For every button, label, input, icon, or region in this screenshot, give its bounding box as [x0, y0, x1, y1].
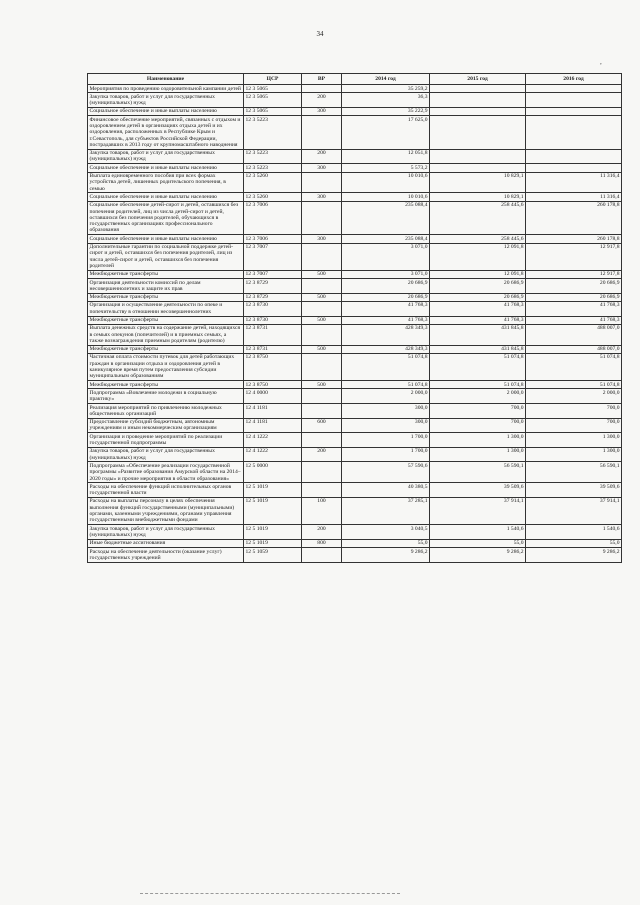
table-row — [88, 447, 622, 462]
cell-name: Закупка товаров, работ и услуг для государственных (муниципальных) нужд — [88, 93, 244, 108]
cell-2016 — [526, 149, 622, 164]
cell-name: Межбюджетные трансферты — [88, 316, 244, 324]
cell-2014: 428 349,3 — [342, 324, 430, 345]
cell-name: Закупка товаров, работ и услуг для государственных (муниципальных) нужд — [88, 149, 244, 164]
cell-2015: 12 091,8 — [430, 270, 526, 278]
cell-2016: 1 540,6 — [526, 525, 622, 540]
table-row — [88, 85, 622, 93]
page-number: 34 — [316, 30, 324, 38]
table-row — [88, 539, 622, 547]
cell-name: Финансовое обеспечение мероприятий, связанных с отдыхом и оздоровлением детей в организациях отдыха детей и их оздоровления, расположенных в Республике Крым и г.Севастополь, для субъектов Российской Федерации, пострадавших в 2013 году от крупномасштабного наводнения — [88, 116, 244, 149]
table-row — [88, 93, 622, 108]
cell-2016: 11 316,4 — [526, 172, 622, 193]
cell-name: Реализация мероприятий по привлечению молодежных общественных организаций — [88, 404, 244, 419]
table-row — [88, 462, 622, 483]
table-row — [88, 279, 622, 294]
cell-2015: 258 445,6 — [430, 201, 526, 234]
cell-csr: 12 3 7007 — [244, 243, 302, 270]
cell-2015: 20 686,9 — [430, 279, 526, 294]
table-row — [88, 235, 622, 243]
cell-2015 — [430, 116, 526, 149]
cell-2015: 258 445,6 — [430, 235, 526, 243]
table-row — [88, 381, 622, 389]
cell-vr: 500 — [302, 270, 342, 278]
cell-name: Социальное обеспечение детей-сирот и детей, оставшихся без попечения родителей, лиц из числа детей-сирот и детей, оставшихся без попечения родителей, обучающихся в государственных организациях профессионального образования — [88, 201, 244, 234]
cell-csr: 12 4 1222 — [244, 433, 302, 448]
cell-name: Расходы на выплаты персоналу в целях обеспечения выполнения функций государственными (муниципальными) органами, казенными учреждениями, органами управления государственными внебюджетными фондами — [88, 497, 244, 524]
table-row — [88, 201, 622, 234]
cell-2015 — [430, 85, 526, 93]
cell-csr: 12 4 1181 — [244, 418, 302, 433]
table-row — [88, 345, 622, 353]
cell-2014: 40 380,5 — [342, 483, 430, 498]
cell-2015: 1 540,6 — [430, 525, 526, 540]
cell-2015: 41 768,3 — [430, 316, 526, 324]
cell-vr — [302, 324, 342, 345]
cell-2014: 17 625,0 — [342, 116, 430, 149]
cell-2014: 51 074,8 — [342, 381, 430, 389]
cell-2016 — [526, 107, 622, 115]
cell-2016: 1 300,0 — [526, 447, 622, 462]
cell-2016: 37 914,1 — [526, 497, 622, 524]
cell-name: Социальное обеспечение и иные выплаты населению — [88, 164, 244, 172]
cell-vr: 300 — [302, 164, 342, 172]
cell-2016: 11 316,4 — [526, 193, 622, 201]
cell-2015: 37 914,1 — [430, 497, 526, 524]
cell-2015 — [430, 164, 526, 172]
cell-2015: 431 845,8 — [430, 345, 526, 353]
cell-2016: 41 768,3 — [526, 301, 622, 316]
cell-vr — [302, 116, 342, 149]
cell-name: Социальное обеспечение и иные выплаты населению — [88, 235, 244, 243]
cell-csr: 12 5 1019 — [244, 539, 302, 547]
cell-csr: 12 3 8730 — [244, 301, 302, 316]
cell-vr: 200 — [302, 149, 342, 164]
cell-csr: 12 5 1019 — [244, 497, 302, 524]
cell-csr: 12 3 8750 — [244, 381, 302, 389]
cell-csr: 12 3 5065 — [244, 107, 302, 115]
header-vr: ВР — [302, 74, 342, 85]
cell-2014: 300,0 — [342, 404, 430, 419]
cell-2015: 431 845,8 — [430, 324, 526, 345]
cell-2014: 51 074,8 — [342, 353, 430, 380]
cell-vr: 300 — [302, 235, 342, 243]
cell-2015: 10 829,1 — [430, 172, 526, 193]
cell-vr: 500 — [302, 345, 342, 353]
cell-name: Межбюджетные трансферты — [88, 345, 244, 353]
cell-2015 — [430, 93, 526, 108]
cell-vr — [302, 353, 342, 380]
cell-2016: 12 917,8 — [526, 270, 622, 278]
cell-2014: 55,0 — [342, 539, 430, 547]
cell-vr — [302, 85, 342, 93]
cell-2016: 700,0 — [526, 404, 622, 419]
cell-2014: 37 285,1 — [342, 497, 430, 524]
cell-name: Организация и проведение мероприятий по реализации государственной подпрограммы — [88, 433, 244, 448]
cell-vr: 500 — [302, 381, 342, 389]
cell-2016 — [526, 93, 622, 108]
cell-2016: 2 000,0 — [526, 389, 622, 404]
cell-csr: 12 3 8750 — [244, 353, 302, 380]
cell-2014: 41 768,3 — [342, 301, 430, 316]
cell-csr: 12 3 5223 — [244, 164, 302, 172]
cell-2016: 1 300,0 — [526, 433, 622, 448]
cell-name: Дополнительные гарантии по социальной поддержке детей-сирот и детей, оставшихся без попечения родителей, лиц из числа детей-сирот и детей, оставшихся без попечения родителей — [88, 243, 244, 270]
cell-2016: 260 178,8 — [526, 235, 622, 243]
cell-csr: 12 3 5065 — [244, 93, 302, 108]
cell-csr: 12 3 8731 — [244, 324, 302, 345]
table-row — [88, 316, 622, 324]
cell-vr — [302, 279, 342, 294]
cell-2016: 20 686,9 — [526, 293, 622, 301]
cell-vr — [302, 462, 342, 483]
cell-2014: 36,3 — [342, 93, 430, 108]
table-header-row — [88, 74, 622, 85]
cell-2014: 12 051,8 — [342, 149, 430, 164]
cell-2014: 20 686,9 — [342, 279, 430, 294]
cell-name: Выплата единовременного пособия при всех формах устройства детей, лишенных родительского попечения, в семью — [88, 172, 244, 193]
cell-2015: 1 300,0 — [430, 433, 526, 448]
cell-name: Социальное обеспечение и иные выплаты населению — [88, 193, 244, 201]
table-row — [88, 116, 622, 149]
cell-csr: 12 4 1222 — [244, 447, 302, 462]
table-row — [88, 353, 622, 380]
cell-2014: 20 686,9 — [342, 293, 430, 301]
cell-name: Выплата денежных средств на содержание детей, находящихся в семьях опекунов (попечителей) и в приемных семьях, а также вознаграждения приемным родителям (родителю) — [88, 324, 244, 345]
cell-2014: 3 071,0 — [342, 270, 430, 278]
cell-2016: 55,0 — [526, 539, 622, 547]
cell-vr: 300 — [302, 193, 342, 201]
cell-vr: 200 — [302, 93, 342, 108]
cell-vr: 600 — [302, 418, 342, 433]
table-row — [88, 497, 622, 524]
cell-2016: 260 178,8 — [526, 201, 622, 234]
cell-csr: 12 4 1181 — [244, 404, 302, 419]
cell-2016 — [526, 164, 622, 172]
cell-name: Расходы на обеспечение функций исполнительных органов государственной власти — [88, 483, 244, 498]
cell-2015: 51 074,8 — [430, 353, 526, 380]
cell-name: Межбюджетные трансферты — [88, 293, 244, 301]
cell-2016: 39 509,6 — [526, 483, 622, 498]
cell-2014: 3 040,5 — [342, 525, 430, 540]
cell-vr: 500 — [302, 293, 342, 301]
cell-vr: 500 — [302, 316, 342, 324]
cell-name: Предоставление субсидий бюджетным, автономным учреждениям и иным некоммерческим организациям — [88, 418, 244, 433]
cell-csr: 12 3 8730 — [244, 316, 302, 324]
cell-2016: 51 074,8 — [526, 381, 622, 389]
table-row — [88, 404, 622, 419]
cell-vr: 200 — [302, 447, 342, 462]
cell-vr: 300 — [302, 107, 342, 115]
cell-csr: 12 5 1019 — [244, 525, 302, 540]
cell-2014: 35 259,2 — [342, 85, 430, 93]
cell-2014: 2 000,0 — [342, 389, 430, 404]
cell-name: Подпрограмма «Вовлечение молодежи в социальную практику» — [88, 389, 244, 404]
cell-vr — [302, 201, 342, 234]
table-row — [88, 193, 622, 201]
cell-vr — [302, 483, 342, 498]
table-row — [88, 149, 622, 164]
cell-csr: 12 3 5223 — [244, 149, 302, 164]
cell-2014: 3 071,0 — [342, 243, 430, 270]
cell-2015: 51 074,8 — [430, 381, 526, 389]
cell-name: Мероприятия по проведению оздоровительной кампании детей — [88, 85, 244, 93]
cell-2014: 1 700,0 — [342, 447, 430, 462]
cell-2015: 9 286,2 — [430, 548, 526, 563]
table-row — [88, 433, 622, 448]
cell-csr: 12 3 8729 — [244, 279, 302, 294]
cell-2015: 700,0 — [430, 404, 526, 419]
cell-csr: 12 5 0000 — [244, 462, 302, 483]
cell-vr — [302, 433, 342, 448]
table-row — [88, 548, 622, 563]
cell-2015: 700,0 — [430, 418, 526, 433]
cell-name: Частичная оплата стоимости путевок для детей работающих граждан в организации отдыха и оздоровления детей в каникулярное время путем предоставления субсидии муниципальным образованиям — [88, 353, 244, 380]
cell-2016: 488 007,0 — [526, 345, 622, 353]
table-row — [88, 324, 622, 345]
cell-csr: 12 3 5065 — [244, 85, 302, 93]
table-row — [88, 525, 622, 540]
cell-2014: 428 349,3 — [342, 345, 430, 353]
cell-2014: 5 573,2 — [342, 164, 430, 172]
cell-2016: 20 686,9 — [526, 279, 622, 294]
table-row — [88, 389, 622, 404]
cell-name: Организация деятельности комиссий по делам несовершеннолетних и защите их прав — [88, 279, 244, 294]
cell-name: Закупка товаров, работ и услуг для государственных (муниципальных) нужд — [88, 447, 244, 462]
cell-2015 — [430, 107, 526, 115]
cell-2016: 700,0 — [526, 418, 622, 433]
table-row — [88, 164, 622, 172]
cell-2014: 9 286,2 — [342, 548, 430, 563]
cell-vr — [302, 404, 342, 419]
cell-csr: 12 4 0000 — [244, 389, 302, 404]
table-row — [88, 293, 622, 301]
cell-2016 — [526, 85, 622, 93]
cell-vr — [302, 243, 342, 270]
cell-2016: 41 768,3 — [526, 316, 622, 324]
cell-2016 — [526, 116, 622, 149]
cell-2016: 51 074,8 — [526, 353, 622, 380]
cell-name: Организация и осуществление деятельности по опеке и попечительству в отношении несовершеннолетних — [88, 301, 244, 316]
budget-table — [87, 73, 622, 563]
cell-2014: 1 700,0 — [342, 433, 430, 448]
header-name: Наименование — [88, 74, 244, 85]
cell-csr: 12 3 7007 — [244, 270, 302, 278]
bottom-rule — [140, 893, 400, 894]
table-row — [88, 243, 622, 270]
cell-2014: 57 590,6 — [342, 462, 430, 483]
table-row — [88, 418, 622, 433]
cell-vr — [302, 548, 342, 563]
table-row — [88, 270, 622, 278]
cell-2015: 1 300,0 — [430, 447, 526, 462]
cell-csr: 12 3 8729 — [244, 293, 302, 301]
table-row — [88, 172, 622, 193]
cell-vr — [302, 389, 342, 404]
cell-name: Социальное обеспечение и иные выплаты населению — [88, 107, 244, 115]
cell-vr: 100 — [302, 497, 342, 524]
cell-vr: 800 — [302, 539, 342, 547]
cell-2015: 12 091,8 — [430, 243, 526, 270]
header-2016: 2016 год — [526, 74, 622, 85]
cell-2015 — [430, 149, 526, 164]
cell-2016: 9 286,2 — [526, 548, 622, 563]
cell-2015: 2 000,0 — [430, 389, 526, 404]
cell-2015: 39 509,6 — [430, 483, 526, 498]
header-2015: 2015 год — [430, 74, 526, 85]
cell-vr — [302, 301, 342, 316]
cell-csr: 12 3 8731 — [244, 345, 302, 353]
cell-2014: 10 010,6 — [342, 172, 430, 193]
cell-2016: 56 590,1 — [526, 462, 622, 483]
cell-name: Подпрограмма «Обеспечение реализации государственной программы «Развитие образования Амурской области на 2014–2020 годы» и прочие мероприятия в области образования» — [88, 462, 244, 483]
cell-2014: 35 222,9 — [342, 107, 430, 115]
cell-name: Иные бюджетные ассигнования — [88, 539, 244, 547]
cell-2016: 12 917,8 — [526, 243, 622, 270]
cell-name: Расходы на обеспечение деятельности (оказание услуг) государственных учреждений — [88, 548, 244, 563]
cell-2015: 10 829,1 — [430, 193, 526, 201]
cell-vr — [302, 172, 342, 193]
cell-csr: 12 3 7006 — [244, 201, 302, 234]
cell-2014: 235 088,4 — [342, 235, 430, 243]
table-body — [88, 85, 622, 563]
cell-csr: 12 3 5260 — [244, 193, 302, 201]
cell-2015: 20 686,9 — [430, 293, 526, 301]
cell-2014: 300,0 — [342, 418, 430, 433]
cell-name: Закупка товаров, работ и услуг для государственных (муниципальных) нужд — [88, 525, 244, 540]
cell-name: Межбюджетные трансферты — [88, 381, 244, 389]
cell-2015: 41 768,3 — [430, 301, 526, 316]
header-csr: ЦСР — [244, 74, 302, 85]
stray-mark: , — [600, 58, 602, 66]
header-2014: 2014 год — [342, 74, 430, 85]
cell-csr: 12 3 7006 — [244, 235, 302, 243]
cell-vr: 200 — [302, 525, 342, 540]
table-row — [88, 107, 622, 115]
cell-2015: 56 590,1 — [430, 462, 526, 483]
cell-csr: 12 5 1059 — [244, 548, 302, 563]
cell-2015: 55,0 — [430, 539, 526, 547]
cell-csr: 12 5 1019 — [244, 483, 302, 498]
cell-2014: 235 088,4 — [342, 201, 430, 234]
cell-2014: 10 010,6 — [342, 193, 430, 201]
cell-csr: 12 3 5260 — [244, 172, 302, 193]
cell-2014: 41 768,3 — [342, 316, 430, 324]
table-row — [88, 483, 622, 498]
table-row — [88, 301, 622, 316]
cell-2016: 488 007,0 — [526, 324, 622, 345]
cell-name: Межбюджетные трансферты — [88, 270, 244, 278]
cell-csr: 12 3 5223 — [244, 116, 302, 149]
